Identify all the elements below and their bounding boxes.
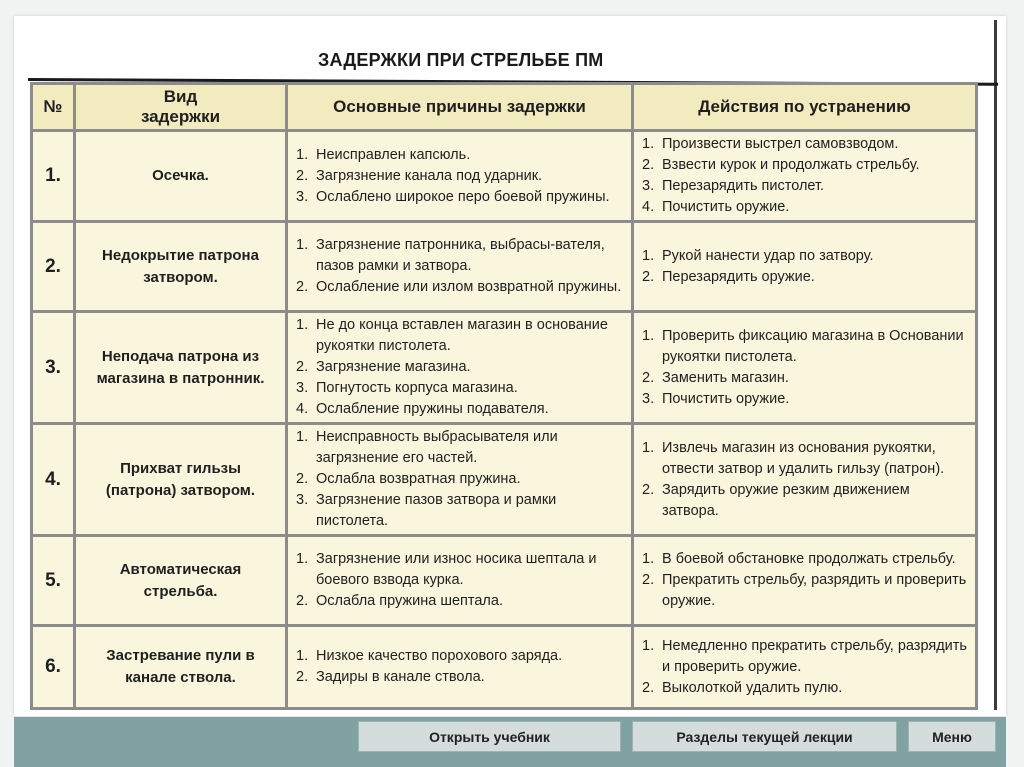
action-list-cell <box>633 424 977 536</box>
cause-list <box>296 427 625 532</box>
action-item-text: Выколоткой удалить пулю. <box>662 679 843 696</box>
table-row <box>32 131 977 222</box>
cause-item-index: 1. <box>296 429 309 445</box>
cause-list-cell <box>287 424 633 536</box>
action-item-index: 4. <box>642 199 655 215</box>
cause-list <box>296 549 625 612</box>
action-item <box>642 176 969 197</box>
delay-kind: Неподача патрона из магазина в патронник. <box>75 312 287 424</box>
action-item-text: Проверить фиксацию магазина в Основании рукоятки пистолета. <box>662 327 964 365</box>
cause-list <box>296 235 625 298</box>
action-item <box>642 246 969 267</box>
action-item <box>642 678 969 699</box>
action-item <box>642 197 969 218</box>
cause-list <box>296 145 625 208</box>
cause-item <box>296 315 625 357</box>
cause-item <box>296 549 625 591</box>
cause-item-index: 4. <box>296 401 309 417</box>
action-item-index: 1. <box>642 327 655 344</box>
cause-item-text: Ослабление или излом возвратной пружины. <box>316 279 622 295</box>
action-item <box>642 326 969 368</box>
cause-item <box>296 166 625 187</box>
cause-item-index: 2. <box>296 359 309 375</box>
action-item <box>642 570 969 612</box>
action-item <box>642 438 969 480</box>
action-item-index: 1. <box>642 439 655 456</box>
action-item <box>642 549 969 570</box>
action-list-cell <box>633 131 977 222</box>
action-list <box>642 134 969 218</box>
cause-item-text: Загрязнение канала под ударник. <box>316 167 543 184</box>
action-item-text: Почистить оружие. <box>662 199 790 215</box>
action-item <box>642 134 969 155</box>
cause-item-text: Загрязнение пазов затвора и рамки пистолета. <box>316 492 557 529</box>
cause-item <box>296 357 625 378</box>
cause-item-text: Задиры в канале ствола. <box>316 669 485 685</box>
delay-kind: Осечка. <box>75 131 287 222</box>
action-list-cell <box>633 626 977 709</box>
cause-item-index: 1. <box>296 551 309 567</box>
lecture-sections-button[interactable]: Разделы текущей лекции <box>632 721 897 752</box>
cause-item-text: Не до конца вставлен магазин в основание рукоятки пистолета. <box>316 317 608 354</box>
page-title: ЗАДЕРЖКИ ПРИ СТРЕЛЬБЕ ПМ <box>318 50 604 70</box>
action-item-index: 3. <box>642 178 655 194</box>
cause-item-text: Ослабла пружина шептала. <box>316 593 503 609</box>
cause-item-index: 2. <box>296 471 309 487</box>
cause-item-text: Низкое качество порохового заряда. <box>316 648 563 664</box>
cause-item-index: 3. <box>296 492 309 508</box>
cause-item <box>296 667 625 688</box>
cause-list-cell <box>287 131 633 222</box>
cause-item <box>296 469 625 490</box>
delay-kind: Застревание пули в канале ствола. <box>75 626 287 709</box>
action-list <box>642 636 969 699</box>
cause-item-index: 2. <box>296 279 309 295</box>
menu-button[interactable]: Меню <box>908 721 996 752</box>
cause-item-index: 3. <box>296 380 309 396</box>
row-number: 5. <box>32 536 75 626</box>
header-number: № <box>32 84 75 131</box>
table-row <box>32 222 977 312</box>
cause-item-index: 2. <box>296 593 309 609</box>
cause-item <box>296 187 625 208</box>
cause-list-cell <box>287 626 633 709</box>
action-item-text: Почистить оружие. <box>662 390 790 407</box>
action-list-cell <box>633 312 977 424</box>
delay-kind: Недокрытие патрона затвором. <box>75 222 287 312</box>
table-row <box>32 626 977 709</box>
action-item-text: Немедленно прекратить стрельбу, разрядить и проверить оружие. <box>662 637 967 675</box>
cause-item <box>296 277 625 298</box>
action-list-cell <box>633 536 977 626</box>
cause-list-cell <box>287 312 633 424</box>
action-item-text: Рукой нанести удар по затвору. <box>662 247 874 264</box>
table-row <box>32 424 977 536</box>
row-number: 2. <box>32 222 75 312</box>
cause-item <box>296 427 625 469</box>
action-item-index: 1. <box>642 247 655 264</box>
action-item-index: 1. <box>642 637 655 654</box>
cause-item <box>296 399 625 420</box>
action-item-text: Перезарядить пистолет. <box>662 178 825 194</box>
row-number: 6. <box>32 626 75 709</box>
action-item <box>642 480 969 522</box>
action-item-index: 1. <box>642 551 655 567</box>
cause-item <box>296 646 625 667</box>
row-number: 1. <box>32 131 75 222</box>
action-item-index: 2. <box>642 679 655 696</box>
cause-item-text: Ослаблено широкое перо боевой пружины. <box>316 188 610 205</box>
cause-item-index: 1. <box>296 237 309 253</box>
header-actions: Действия по устранению <box>633 84 977 131</box>
delay-kind: Прихват гильзы (патрона) затвором. <box>75 424 287 536</box>
action-item-text: Зарядить оружие резким движением затвора. <box>662 481 910 519</box>
action-item-index: 2. <box>642 572 655 588</box>
header-causes: Основные причины задержки <box>287 84 633 131</box>
action-item-text: В боевой обстановке продолжать стрельбу. <box>662 551 956 567</box>
action-item-index: 2. <box>642 268 655 285</box>
cause-item-text: Неисправлен капсюль. <box>316 146 471 163</box>
action-item-index: 2. <box>642 157 655 173</box>
cause-item-text: Неисправность выбрасывателя или загрязнение его частей. <box>316 429 558 466</box>
cause-item-index: 1. <box>296 146 309 163</box>
action-item <box>642 636 969 678</box>
action-item-text: Перезарядить оружие. <box>662 268 815 285</box>
action-item-text: Заменить магазин. <box>662 369 789 386</box>
action-item-index: 1. <box>642 136 655 152</box>
cause-item-text: Загрязнение или износ носика шептала и боевого взвода курка. <box>316 551 597 588</box>
action-item <box>642 368 969 389</box>
action-item-index: 2. <box>642 481 655 498</box>
row-number: 4. <box>32 424 75 536</box>
cause-item <box>296 145 625 166</box>
cause-item <box>296 378 625 399</box>
action-list <box>642 549 969 612</box>
cause-item <box>296 235 625 277</box>
cause-item <box>296 591 625 612</box>
cause-item-index: 3. <box>296 188 309 205</box>
cause-item-text: Загрязнение патронника, выбрасы-вателя, пазов рамки и затвора. <box>316 237 605 274</box>
action-list <box>642 246 969 288</box>
action-item <box>642 267 969 288</box>
cause-item-index: 2. <box>296 167 309 184</box>
action-list-cell <box>633 222 977 312</box>
header-delay-kind-label: Вид задержки <box>140 87 221 126</box>
action-item-index: 2. <box>642 369 655 386</box>
action-item <box>642 389 969 410</box>
delays-table <box>30 82 978 710</box>
table-header-row <box>32 84 977 131</box>
cause-item <box>296 490 625 532</box>
action-item-text: Извлечь магазин из основания рукоятки, отвести затвор и удалить гильзу (патрон). <box>662 439 945 477</box>
cause-item-index: 1. <box>296 648 309 664</box>
cause-item-text: Ослабление пружины подавателя. <box>316 401 549 417</box>
action-list <box>642 438 969 522</box>
cause-item-text: Ослабла возвратная пружина. <box>316 471 521 487</box>
cause-item-text: Погнутость корпуса магазина. <box>316 380 518 396</box>
cause-list-cell <box>287 222 633 312</box>
action-item <box>642 155 969 176</box>
cause-list <box>296 646 625 688</box>
cause-item-text: Загрязнение магазина. <box>316 359 471 375</box>
cause-item-index: 2. <box>296 669 309 685</box>
row-number: 3. <box>32 312 75 424</box>
slide-right-border <box>994 20 997 710</box>
cause-item-index: 1. <box>296 317 309 333</box>
delay-kind: Автоматическая стрельба. <box>75 536 287 626</box>
action-item-text: Взвести курок и продолжать стрельбу. <box>662 157 920 173</box>
action-list <box>642 326 969 410</box>
action-item-index: 3. <box>642 390 655 407</box>
cause-list <box>296 315 625 420</box>
table-row <box>32 536 977 626</box>
action-item-text: Прекратить стрельбу, разрядить и проверить оружие. <box>662 572 967 609</box>
action-item-text: Произвести выстрел самовзводом. <box>662 136 899 152</box>
open-textbook-button[interactable]: Открыть учебник <box>358 721 621 752</box>
table-row <box>32 312 977 424</box>
header-delay-kind <box>75 84 287 131</box>
cause-list-cell <box>287 536 633 626</box>
